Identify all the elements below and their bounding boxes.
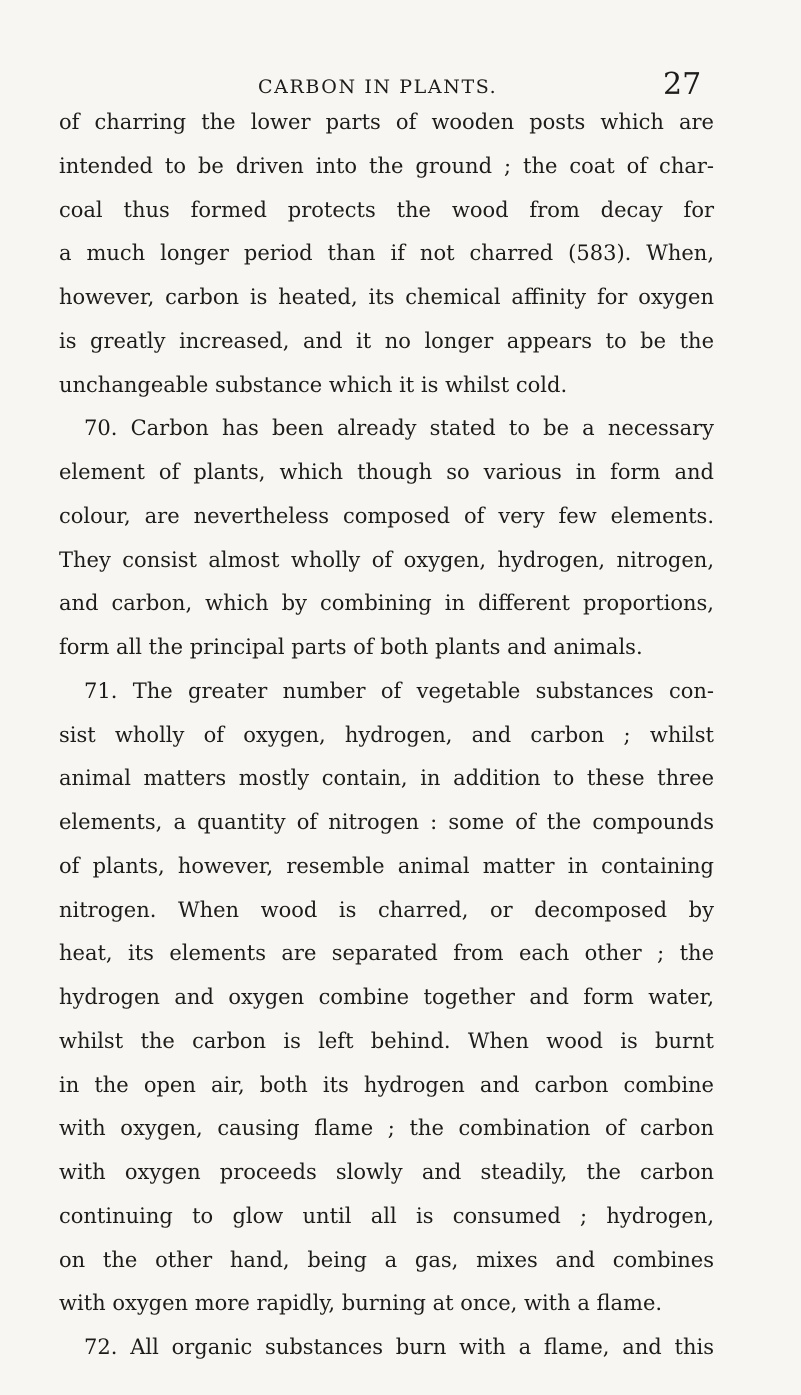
text-line: and carbon, which by combining in different proportions, (59, 591, 714, 616)
text-line: 71. The greater number of vegetable substances con- (84, 678, 714, 703)
text-line: colour, are nevertheless composed of very few elements. (59, 503, 714, 528)
text-line: unchangeable substance which it is whilst cold. (59, 372, 568, 397)
text-line: a much longer period than if not charred (583). When, (59, 241, 714, 266)
text-line: elements, a quantity of nitrogen : some of the compounds (59, 810, 714, 834)
body-text (59, 101, 714, 1370)
text-line: is greatly increased, and it no longer appears to be the (59, 328, 714, 353)
text-line: of charring the lower parts of wooden posts which are (59, 110, 714, 134)
text-line: They consist almost wholly of oxygen, hydrogen, nitrogen, (59, 547, 714, 572)
text-line: in the open air, both its hydrogen and carbon combine (59, 1072, 714, 1097)
text-line: animal matters mostly contain, in addition to these three (59, 766, 714, 791)
text-line: intended to be driven into the ground ; the coat of char- (59, 153, 714, 178)
text-line: form all the principal parts of both plants and animals. (59, 635, 643, 659)
text-line: nitrogen. When wood is charred, or decomposed by (59, 897, 714, 922)
page-number: 27 (663, 67, 702, 102)
text-line: with oxygen more rapidly, burning at once, with a flame. (59, 1291, 663, 1316)
text-line: heat, its elements are separated from each other ; the (59, 941, 714, 966)
running-head (0, 67, 801, 102)
text-line: with oxygen, causing flame ; the combination of carbon (59, 1116, 714, 1141)
text-line: of plants, however, resemble animal matter in containing (59, 853, 714, 878)
text-line: on the other hand, being a gas, mixes and combines (59, 1247, 714, 1272)
text-line: whilst the carbon is left behind. When wood is burnt (59, 1028, 714, 1053)
text-line: sist wholly of oxygen, hydrogen, and carbon ; whilst (59, 722, 714, 747)
text-line: hydrogen and oxygen combine together and form water, (59, 985, 714, 1009)
text-line: 72. All organic substances burn with a flame, and this (84, 1335, 714, 1359)
text-line: with oxygen proceeds slowly and steadily, the carbon (59, 1160, 714, 1184)
text-line: element of plants, which though so various in form and (59, 460, 714, 484)
text-line: coal thus formed protects the wood from decay for (59, 197, 714, 222)
text-line: 70. Carbon has been already stated to be a necessary (84, 416, 714, 441)
text-line: however, carbon is heated, its chemical affinity for oxygen (59, 285, 714, 309)
text-line: continuing to glow until all is consumed ; hydrogen, (59, 1203, 714, 1228)
running-title: CARBON IN PLANTS. (258, 76, 498, 98)
